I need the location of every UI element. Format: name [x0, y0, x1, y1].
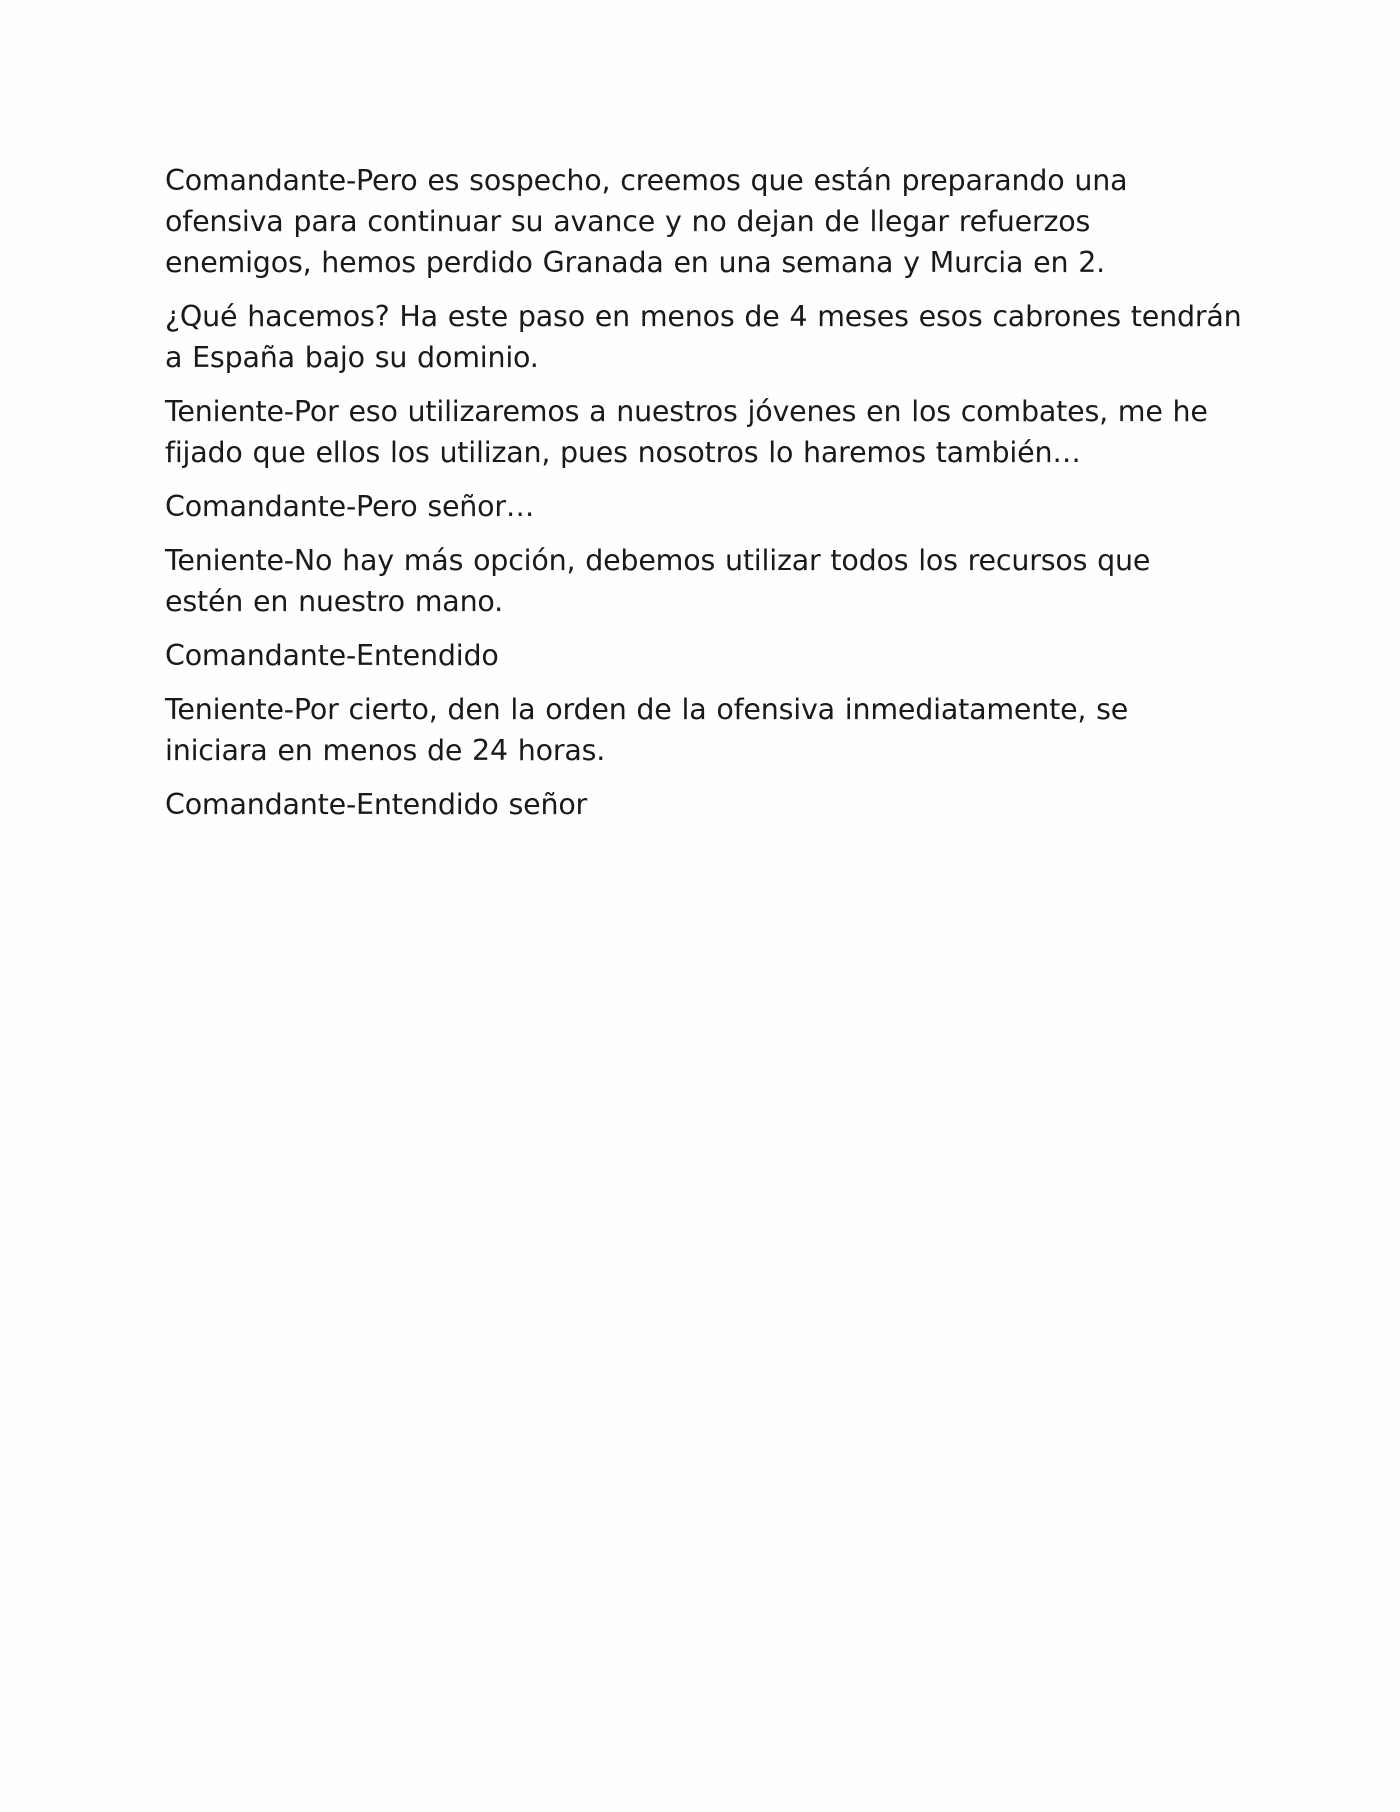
- paragraph: Comandante-Entendido señor: [165, 788, 588, 821]
- paragraph: Comandante-Pero es sospecho, creemos que están preparando una ofensiva para continuar su avance y no dejan de llegar refuerzos enemigos, hemos perdido Granada en una semana y Murcia en 2.: [165, 164, 1128, 279]
- paragraph: ¿Qué hacemos? Ha este paso en menos de 4 meses esos cabrones tendrán a España bajo su dominio.: [165, 300, 1242, 374]
- paragraph: Comandante-Entendido: [165, 639, 499, 672]
- document-body: [165, 160, 1245, 838]
- paragraph: Comandante-Pero señor…: [165, 490, 535, 523]
- paragraph: Teniente-No hay más opción, debemos utilizar todos los recursos que estén en nuestro mano.: [165, 544, 1151, 618]
- paragraph: Teniente-Por cierto, den la orden de la ofensiva inmediatamente, se iniciara en menos de 24 horas.: [165, 693, 1129, 767]
- paragraph: Teniente-Por eso utilizaremos a nuestros jóvenes en los combates, me he fijado que ellos los utilizan, pues nosotros lo haremos también…: [165, 395, 1208, 469]
